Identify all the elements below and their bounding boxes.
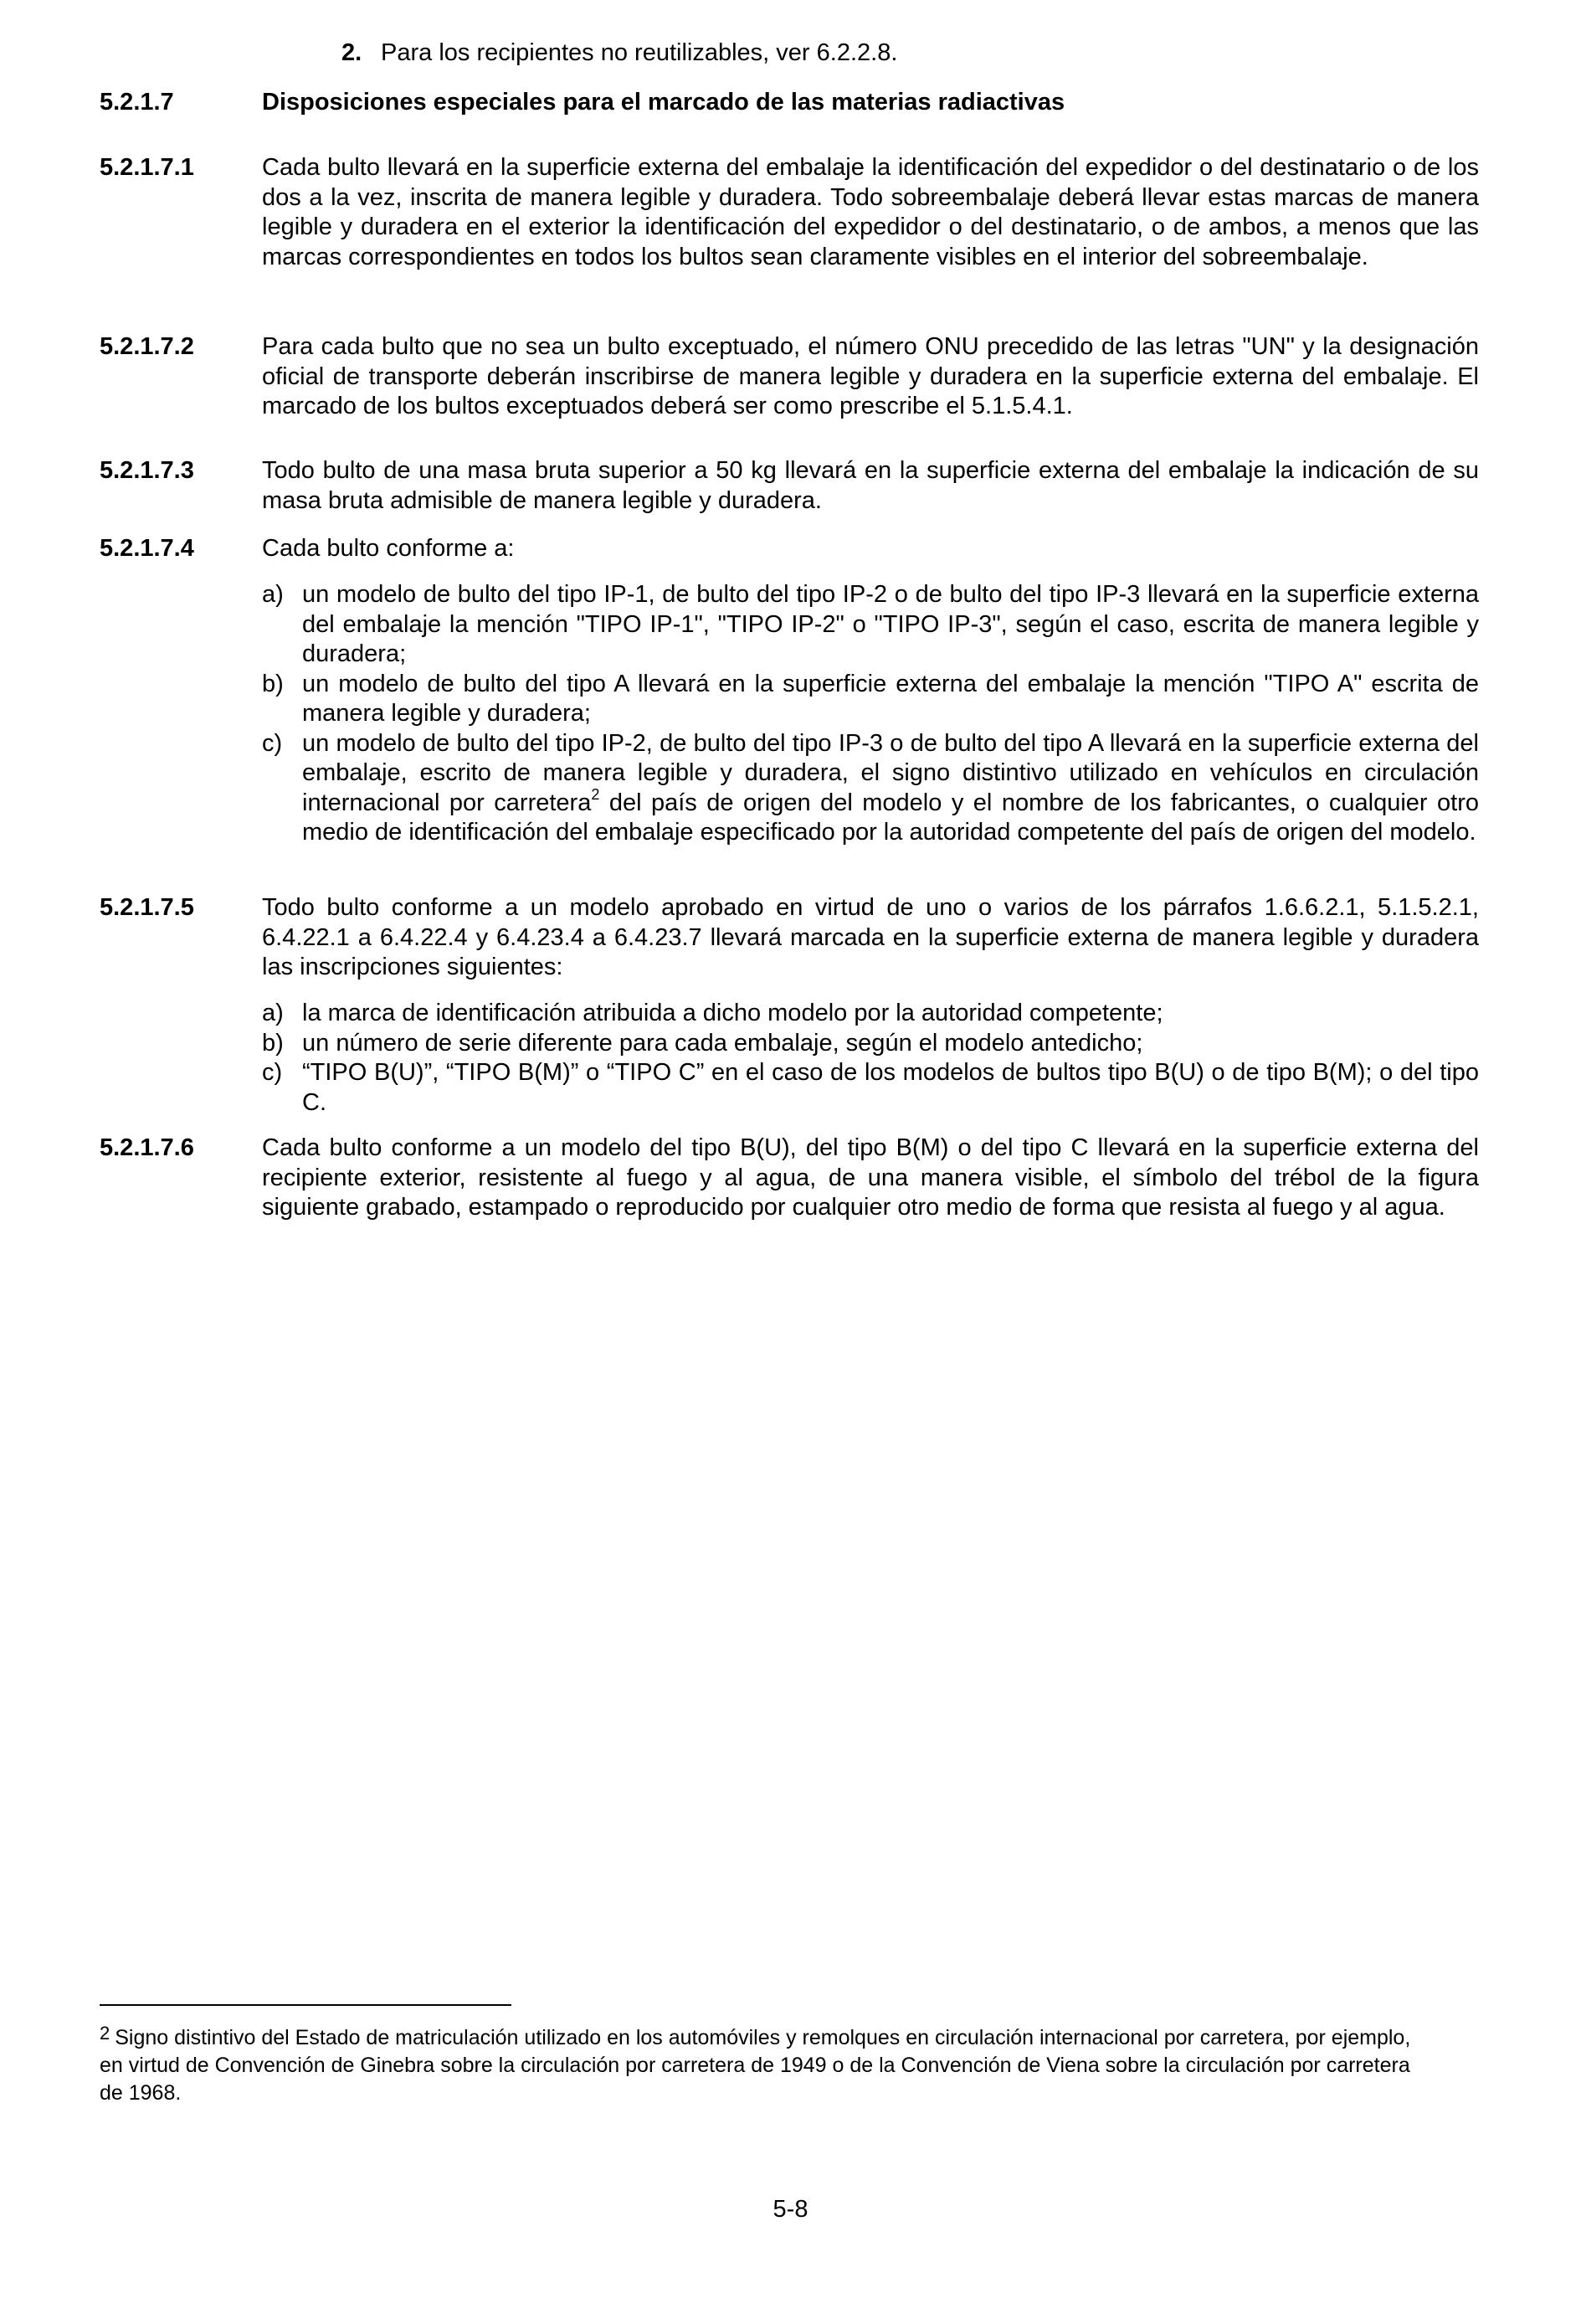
paragraph-text: Todo bulto conforme a un modelo aprobado en virtud de uno o varios de los párrafos 1.6.6.2.1, 5.1.5.2.1, 6.4.22.1 a 6.4.22.4 y 6.4.23.4 a 6.4.23.7 llevará marcada en la superficie externa de manera legible y duradera las inscripciones siguientes:	[262, 894, 1479, 980]
list-item-letter: c)	[262, 729, 283, 757]
list-item	[262, 1058, 1479, 1118]
paragraph-text: Para cada bulto que no sea un bulto exceptuado, el número ONU precedido de las letras "UN" y la designación oficial de transporte deberán inscribirse de manera legible y duradera en la superficie externa del embalaje. El marcado de los bultos exceptuados deberá ser como prescribe el 5.1.5.4.1.	[262, 333, 1479, 419]
footnote-mark: 2	[100, 2023, 110, 2044]
section-title: Disposiciones especiales para el marcado de las materias radiactivas	[262, 89, 1065, 116]
list-5-2-1-7-5	[262, 999, 1479, 1118]
list-item-text: un modelo de bulto del tipo IP-1, de bulto del tipo IP-2 o de bulto del tipo IP-3 llevará en la superficie externa del embalaje la mención "TIPO IP-1", "TIPO IP-2" o "TIPO IP-3", según el caso, escrita de manera legible y duradera;	[302, 581, 1479, 667]
paragraph-number: 5.2.1.7.5	[100, 894, 194, 921]
top-note-text: Para los recipientes no reutilizables, ver 6.2.2.8.	[381, 39, 898, 66]
list-item	[262, 580, 1479, 670]
top-note-number: 2.	[341, 39, 362, 66]
list-item-text: un modelo de bulto del tipo A llevará en la superficie externa del embalaje la mención "TIPO A" escrita de manera legible y duradera;	[302, 670, 1479, 727]
paragraph-number: 5.2.1.7.4	[100, 535, 194, 562]
list-item-letter: c)	[262, 1059, 283, 1086]
list-item-text-end: del país de origen del modelo y el nombre de los fabricantes, o cualquier otro medio de identificación del embalaje especificado por la autoridad competente del país de origen del modelo.	[302, 789, 1480, 846]
footnote-text: Signo distintivo del Estado de matriculación utilizado en los automóviles y remolques en circulación internacional por carretera, por ejemplo, en virtud de Convención de Ginebra sobre la circulación por carretera de 1949 o de la Convención de Viena sobre la circulación por carretera de 1968.	[100, 2026, 1411, 2105]
paragraph-text: Cada bulto conforme a un modelo del tipo B(U), del tipo B(M) o del tipo C llevará en la superficie externa del recipiente exterior, resistente al fuego y al agua, de una manera visible, el símbolo del trébol de la figura siguiente grabado, estampado o reproducido por cualquier otro medio de forma que resista al fuego y al agua.	[262, 1134, 1479, 1221]
paragraph-number: 5.2.1.7.6	[100, 1134, 194, 1161]
paragraph-number: 5.2.1.7.1	[100, 154, 194, 181]
list-item-letter: b)	[262, 670, 284, 697]
paragraph-number: 5.2.1.7.2	[100, 333, 194, 360]
section-number: 5.2.1.7	[100, 89, 174, 116]
footnote-separator	[100, 2004, 511, 2006]
list-item-letter: b)	[262, 1029, 284, 1057]
list-item-text: la marca de identificación atribuida a dicho modelo por la autoridad competente;	[302, 1000, 1163, 1026]
list-item	[262, 999, 1479, 1029]
list-item	[262, 729, 1479, 848]
list-item	[262, 1029, 1479, 1059]
list-item	[262, 670, 1479, 729]
paragraph-text: Cada bulto llevará en la superficie externa del embalaje la identificación del expedidor o del destinatario o de los dos a la vez, inscrita de manera legible y duradera. Todo sobreembalaje deberá llevar estas marcas de manera legible y duradera en el exterior la identificación del expedidor o del destinatario, o de ambos, a menos que las marcas correspondientes en todos los bultos sean claramente visibles en el interior del sobreembalaje.	[262, 154, 1479, 270]
paragraph-text: Cada bulto conforme a:	[262, 535, 515, 562]
list-5-2-1-7-4	[262, 580, 1479, 848]
paragraph-number: 5.2.1.7.3	[100, 457, 194, 484]
footnote-reference[interactable]: 2	[591, 785, 600, 803]
footnote	[100, 2024, 1439, 2107]
list-item-text-start: un modelo de bulto del tipo IP-2, de bulto del tipo IP-3 o de bulto del tipo A llevará en la superficie externa del embalaje, escrito de manera legible y duradera, el signo distintivo utilizado en vehículos en circulación internacional por carretera	[302, 729, 1479, 816]
paragraph-text: Todo bulto de una masa bruta superior a 50 kg llevará en la superficie externa del embalaje la indicación de su masa bruta admisible de manera legible y duradera.	[262, 457, 1479, 514]
top-note	[341, 39, 1471, 69]
list-item-letter: a)	[262, 1000, 284, 1026]
list-item-text: “TIPO B(U)”, “TIPO B(M)” o “TIPO C” en el caso de los modelos de bultos tipo B(U) o de tipo B(M); o del tipo C.	[302, 1059, 1479, 1116]
list-item-letter: a)	[262, 581, 284, 608]
list-item-text: un número de serie diferente para cada embalaje, según el modelo antedicho;	[302, 1029, 1143, 1057]
page-number: 5-8	[773, 2196, 808, 2223]
